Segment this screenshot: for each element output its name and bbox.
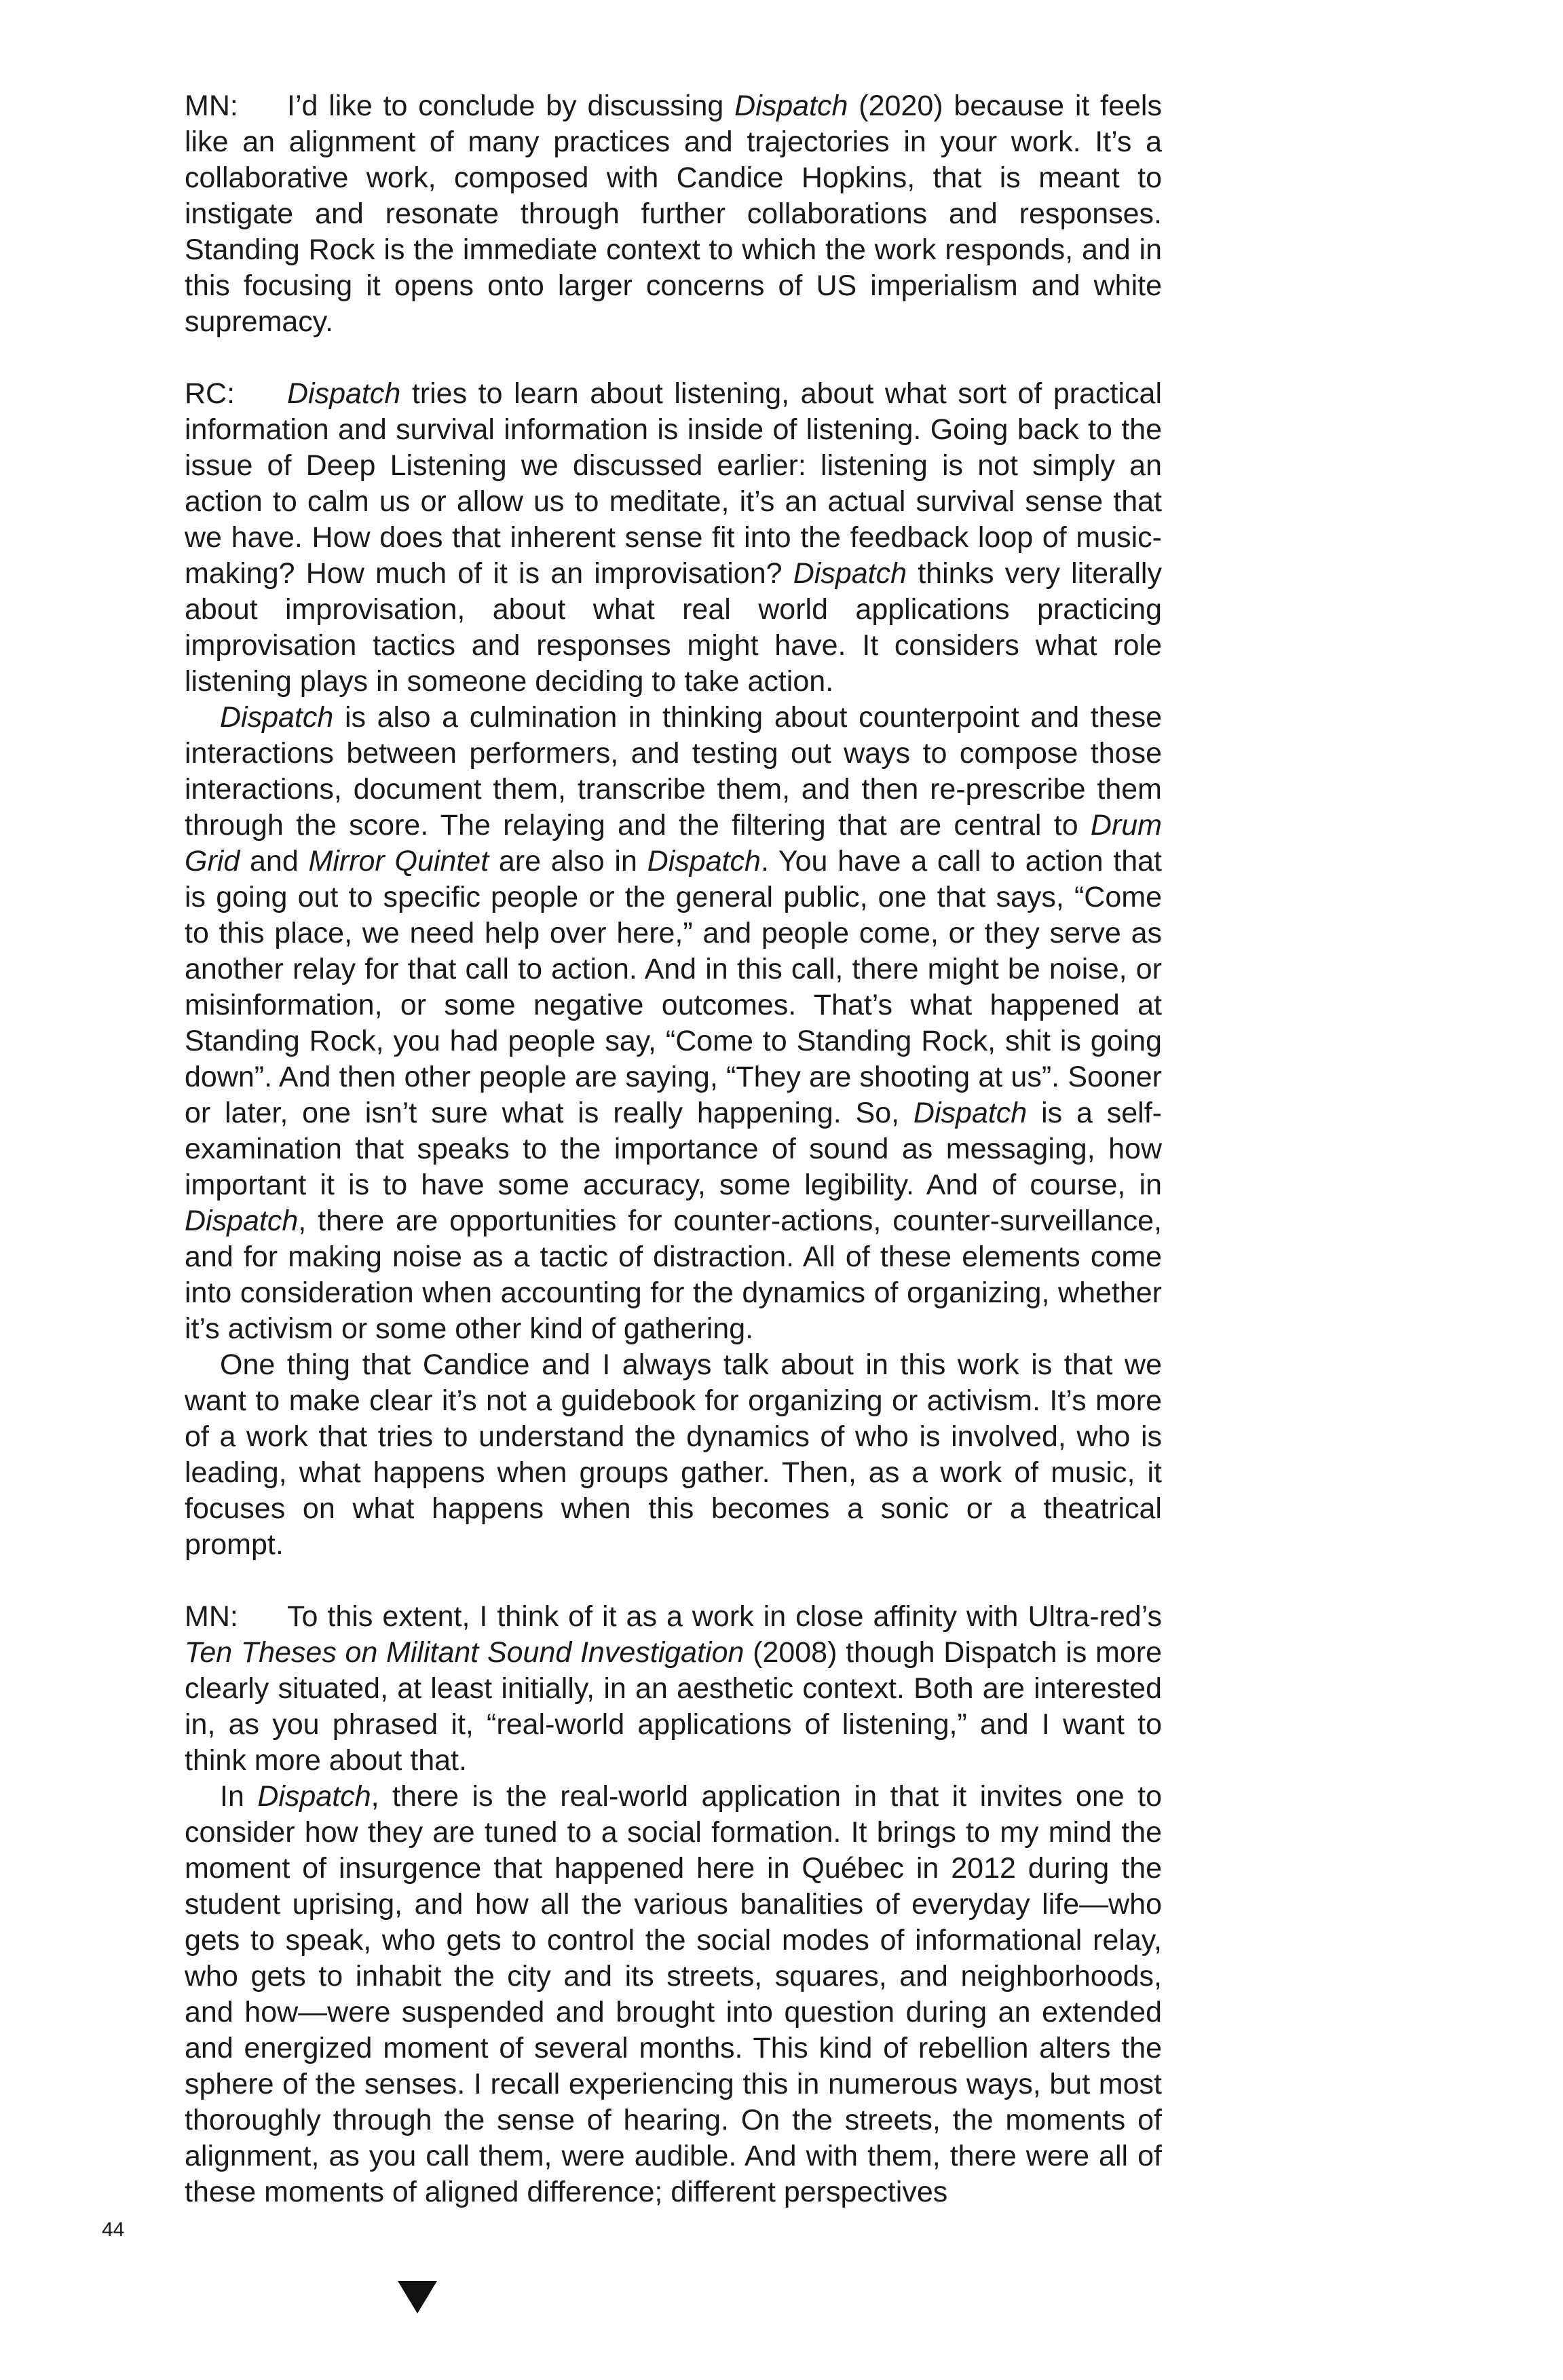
speaker-label: MN:: [185, 90, 238, 122]
paragraph: [185, 700, 1162, 1347]
text-run: and: [240, 845, 309, 877]
speaker-paragraph: [185, 376, 1162, 700]
italic-title: Dispatch: [257, 1780, 371, 1813]
speaker-label: MN:: [185, 1600, 238, 1633]
text-run: To this extent, I think of it as a work in close affinity with Ultra-red’s: [287, 1600, 1162, 1633]
italic-title: Mirror Quintet: [308, 845, 489, 877]
text-run: are also in: [489, 845, 647, 877]
text-run: thinks very literally about improvisation, about what real world applications practicing improvisation tactics and responses might have. It considers what role listening plays in someone deciding to take action.: [185, 557, 1162, 698]
italic-title: Dispatch: [793, 557, 907, 590]
speaker-paragraph: [185, 88, 1162, 340]
italic-title: Dispatch: [287, 377, 401, 410]
italic-title: Dispatch: [913, 1097, 1028, 1129]
speaker-paragraph: [185, 1599, 1162, 1779]
italic-title: Drum Grid: [185, 809, 1162, 877]
italic-title: Dispatch: [734, 90, 848, 122]
text-run: is also a culmination in thinking about counterpoint and these interactions between performers, and testing out ways to compose those interactions, document them, transcribe them, and then re-prescribe them through the score. The relaying and the filtering that are central to: [185, 701, 1162, 842]
text-run: , there is the real-world application in that it invites one to consider how they are tuned to a social formation. It brings to my mind the moment of insurgence that happened here in Québec in 2012 during the student uprising, and how all the various banalities of everyday life—who gets to speak, who gets to control the social modes of informational relay, who gets to inhabit the city and its streets, squares, and neighborhoods, and how—were suspended and brought into question during an extended and energized moment of several months. This kind of rebellion alters the sphere of the senses. I recall experiencing this in numerous ways, but most thoroughly through the sense of hearing. On the streets, the moments of alignment, as you call them, were audible. And with them, there were all of these moments of aligned difference; different perspectives: [185, 1780, 1163, 2208]
text-run: tries to learn about listening, about what sort of practical information and survival information is inside of listening. Going back to the issue of Deep Listening we discussed earlier: listening is not simply an action to calm us or allow us to meditate, it’s an actual survival sense that we have. How does that inherent sense fit into the feedback loop of music-making? How much of it is an improvisation?: [185, 377, 1162, 590]
paragraph: [185, 1347, 1162, 1563]
text-run: One thing that Candice and I always talk about in this work is that we want to make clear it’s not a guidebook for organizing or activism. It’s more of a work that tries to understand the dynamics of who is involved, who is leading, what happens when groups gather. Then, as a work of music, it focuses on what happens when this becomes a sonic or a theatrical prompt.: [185, 1348, 1162, 1561]
italic-title: Dispatch: [220, 701, 334, 734]
text-run: (2020) because it feels like an alignment of many practices and trajectories in your work. It’s a collaborative work, composed with Candice Hopkins, that is meant to instigate and resonate through further collaborations and responses. Standing Rock is the immediate context to which the work responds, and in this focusing it opens onto larger concerns of US imperialism and white supremacy.: [185, 90, 1162, 338]
speaker-label: RC:: [185, 377, 236, 410]
text-run: , there are opportunities for counter-actions, counter-surveillance, and for making noise as a tactic of distraction. All of these elements come into consideration when accounting for the dynamics of organizing, whether it’s activism or some other kind of gathering.: [185, 1205, 1162, 1345]
interview-section: [185, 88, 1162, 340]
text-run: . You have a call to action that is going out to specific people or the general public, one that says, “Come to this place, we need help over here,” and people come, or they serve as another relay for that call to action. And in this call, there might be noise, or misinformation, or some negative outcomes. That’s what happened at Standing Rock, you had people say, “Come to Standing Rock, shit is going down”. And then other people are saying, “They are shooting at us”. Sooner or later, one isn’t sure what is really happening. So,: [185, 845, 1162, 1129]
paragraph: [185, 1779, 1162, 2210]
text-run: is a self-examination that speaks to the importance of sound as messaging, how important it is to have some accuracy, some legibility. And of course, in: [185, 1097, 1163, 1201]
interview-section: [185, 376, 1162, 1563]
interview-section: [185, 1599, 1162, 2210]
down-triangle-icon[interactable]: [398, 2281, 437, 2313]
text-run: In: [220, 1780, 258, 1813]
italic-title: Dispatch: [185, 1205, 299, 1237]
italic-title: Dispatch: [647, 845, 761, 877]
text-run: I’d like to conclude by discussing: [287, 90, 735, 122]
italic-title: Ten Theses on Militant Sound Investigation: [185, 1636, 745, 1669]
text-run: (2008) though Dispatch is more clearly situated, at least initially, in an aesthetic context. Both are interested in, as you phrased it, “real-world applications of listening,” and I want to think more about that.: [185, 1636, 1162, 1777]
page-number: 44: [102, 2218, 125, 2241]
article-body: [185, 88, 1162, 2246]
